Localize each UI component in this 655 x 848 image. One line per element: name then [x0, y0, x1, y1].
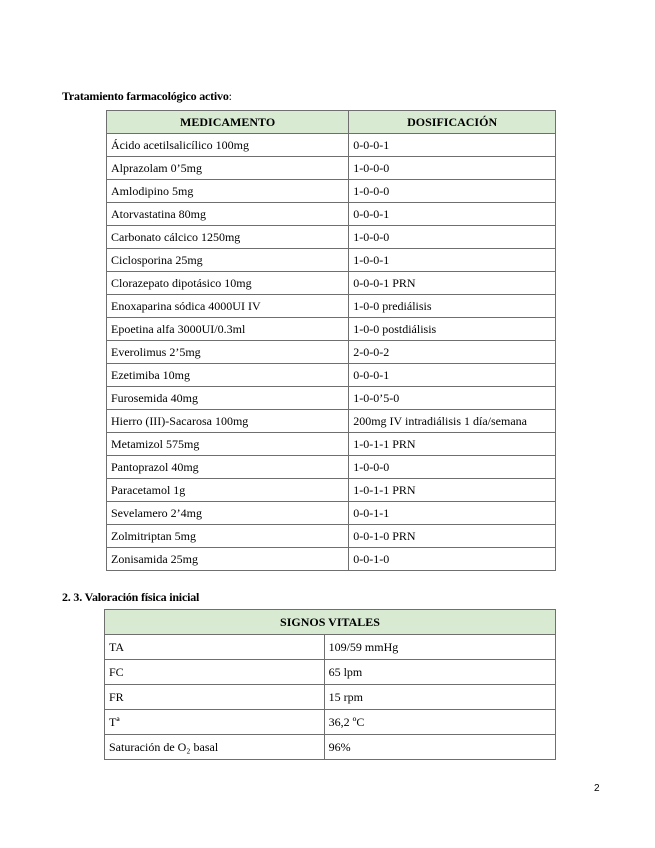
- section-title-valoracion: 2. 3. Valoración física inicial: [62, 590, 200, 604]
- page-number: 2: [594, 783, 600, 794]
- column-header-medicamento: MEDICAMENTO: [107, 111, 349, 134]
- dosage-cell: 0-0-0-1 PRN: [349, 272, 556, 295]
- medication-name-cell: Furosemida 40mg: [107, 387, 349, 410]
- dosage-cell: 2-0-0-2: [349, 341, 556, 364]
- medication-row: [107, 387, 556, 410]
- medication-row: [107, 433, 556, 456]
- vital-sign-value-cell: 65 lpm: [324, 660, 555, 685]
- dosage-cell: 1-0-0-0: [349, 456, 556, 479]
- dosage-cell: 1-0-1-1 PRN: [349, 479, 556, 502]
- vital-sign-row: [105, 635, 556, 660]
- vital-sign-row: [105, 710, 556, 735]
- medication-row: [107, 341, 556, 364]
- vital-sign-label-cell: FC: [105, 660, 325, 685]
- medications-header-row: [107, 111, 556, 134]
- dosage-cell: 0-0-1-0: [349, 548, 556, 571]
- medication-name-cell: Zolmitriptan 5mg: [107, 525, 349, 548]
- medication-name-cell: Atorvastatina 80mg: [107, 203, 349, 226]
- vital-sign-value-cell: 15 rpm: [324, 685, 555, 710]
- medication-row: [107, 525, 556, 548]
- dosage-cell: 1-0-0-0: [349, 157, 556, 180]
- vital-sign-label-cell: TA: [105, 635, 325, 660]
- medication-row: [107, 410, 556, 433]
- dosage-cell: 1-0-0-0: [349, 226, 556, 249]
- medication-row: [107, 226, 556, 249]
- medication-row: [107, 548, 556, 571]
- dosage-cell: 200mg IV intradiálisis 1 día/semana: [349, 410, 556, 433]
- medication-name-cell: Ezetimiba 10mg: [107, 364, 349, 387]
- medications-table-body: [107, 134, 556, 571]
- vital-signs-header-row: [105, 610, 556, 635]
- medication-name-cell: Metamizol 575mg: [107, 433, 349, 456]
- medication-name-cell: Carbonato cálcico 1250mg: [107, 226, 349, 249]
- medication-name-cell: Everolimus 2’5mg: [107, 341, 349, 364]
- medication-name-cell: Zonisamida 25mg: [107, 548, 349, 571]
- dosage-cell: 0-0-0-1: [349, 134, 556, 157]
- vital-sign-row: [105, 685, 556, 710]
- vital-sign-label-cell: Tª: [105, 710, 325, 735]
- medication-row: [107, 295, 556, 318]
- dosage-cell: 0-0-0-1: [349, 203, 556, 226]
- vital-sign-row: [105, 735, 556, 760]
- medication-row: [107, 318, 556, 341]
- dosage-cell: 0-0-1-0 PRN: [349, 525, 556, 548]
- medication-name-cell: Sevelamero 2’4mg: [107, 502, 349, 525]
- medication-row: [107, 479, 556, 502]
- vital-sign-row: [105, 660, 556, 685]
- column-header-dosificacion: DOSIFICACIÓN: [349, 111, 556, 134]
- dosage-cell: 1-0-1-1 PRN: [349, 433, 556, 456]
- medication-name-cell: Enoxaparina sódica 4000UI IV: [107, 295, 349, 318]
- medication-row: [107, 502, 556, 525]
- medication-row: [107, 203, 556, 226]
- medication-row: [107, 272, 556, 295]
- section-title-tratamiento: Tratamiento farmacológico activo:: [62, 89, 232, 103]
- dosage-cell: 1-0-0-0: [349, 180, 556, 203]
- medication-name-cell: Hierro (III)-Sacarosa 100mg: [107, 410, 349, 433]
- medication-name-cell: Epoetina alfa 3000UI/0.3ml: [107, 318, 349, 341]
- medication-name-cell: Pantoprazol 40mg: [107, 456, 349, 479]
- dosage-cell: 1-0-0 prediálisis: [349, 295, 556, 318]
- dosage-cell: 1-0-0 postdiálisis: [349, 318, 556, 341]
- medication-row: [107, 134, 556, 157]
- vital-signs-table-body: [105, 635, 556, 760]
- vital-signs-table: [104, 609, 556, 760]
- medication-row: [107, 157, 556, 180]
- dosage-cell: 0-0-1-1: [349, 502, 556, 525]
- medications-table: [106, 110, 556, 571]
- vital-sign-label-cell: Saturación de O₂ basal: [105, 735, 325, 760]
- medication-name-cell: Clorazepato dipotásico 10mg: [107, 272, 349, 295]
- medication-row: [107, 456, 556, 479]
- medication-row: [107, 180, 556, 203]
- dosage-cell: 1-0-0’5-0: [349, 387, 556, 410]
- medication-row: [107, 249, 556, 272]
- dosage-cell: 0-0-0-1: [349, 364, 556, 387]
- vital-sign-value-cell: 109/59 mmHg: [324, 635, 555, 660]
- medication-name-cell: Amlodipino 5mg: [107, 180, 349, 203]
- medication-name-cell: Ciclosporina 25mg: [107, 249, 349, 272]
- medication-name-cell: Alprazolam 0’5mg: [107, 157, 349, 180]
- medication-row: [107, 364, 556, 387]
- vital-sign-value-cell: 96%: [324, 735, 555, 760]
- vital-sign-value-cell: 36,2 ºC: [324, 710, 555, 735]
- medication-name-cell: Paracetamol 1g: [107, 479, 349, 502]
- medication-name-cell: Ácido acetilsalicílico 100mg: [107, 134, 349, 157]
- dosage-cell: 1-0-0-1: [349, 249, 556, 272]
- vital-sign-label-cell: FR: [105, 685, 325, 710]
- vital-signs-header: SIGNOS VITALES: [105, 610, 556, 635]
